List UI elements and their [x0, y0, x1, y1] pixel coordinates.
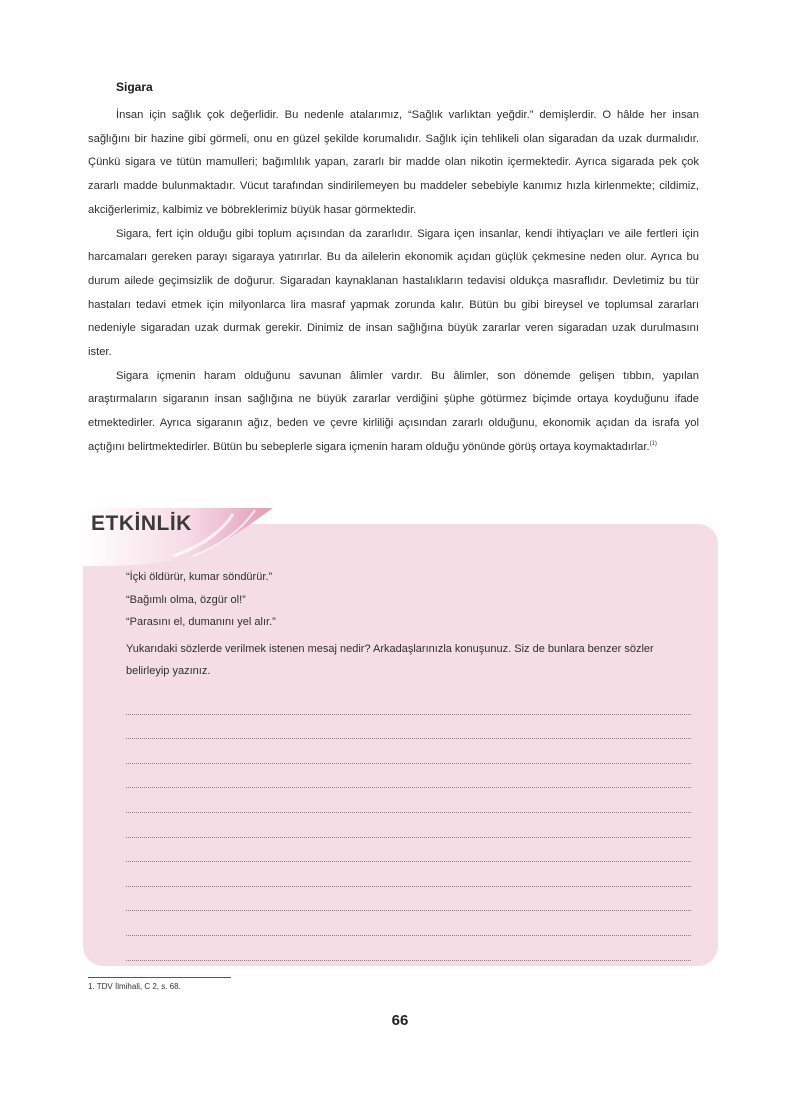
body-text — [88, 104, 699, 460]
footnote-ref: (1) — [649, 440, 657, 447]
writing-line[interactable] — [126, 911, 691, 936]
activity-tab — [83, 508, 273, 566]
writing-line[interactable] — [126, 690, 691, 715]
writing-line[interactable] — [126, 788, 691, 813]
writing-line[interactable] — [126, 887, 691, 912]
writing-line[interactable] — [126, 936, 691, 961]
writing-line[interactable] — [126, 862, 691, 887]
paragraph-3 — [88, 365, 699, 460]
section-title: Sigara — [116, 80, 153, 94]
footnote-divider — [88, 977, 231, 978]
quote-item: “Parasını el, dumanını yel alır.” — [126, 616, 276, 629]
paragraph-2: Sigara, fert için olduğu gibi toplum açısından da zararlıdır. Sigara içen insanlar, kendi ihtiyaçları ve aile fertleri için harcamaları gereken parayı sigaraya yatırırlar. Bu da ailelerin ekonomik açıdan güçlük çekmesine neden olur. Ayrıca bu durum ailede geçimsizlik de doğurur. Sigaradan kaynaklanan hastalıkların tedavisi oldukça masraflıdır. Devletimiz bu tür hastaları tedavi etmek için milyonlarca lira masraf yapmak zorunda kalır. Bütün bu gibi bireysel ve toplumsal zararları nedeniyle sigaradan uzak durmak gerekir. Dinimiz de insan sağlığına büyük zararlar veren sigaradan uzak durulmasını ister. — [88, 227, 699, 359]
writing-line[interactable] — [126, 813, 691, 838]
activity-question: Yukarıdaki sözlerde verilmek istenen mesaj nedir? Arkadaşlarınızla konuşunuz. Siz de bunlara benzer sözler belirleyip yazınız. — [126, 643, 654, 678]
writing-line[interactable] — [126, 739, 691, 764]
quote-item: “İçki öldürür, kumar söndürür.” — [126, 571, 273, 583]
writing-line[interactable] — [126, 838, 691, 863]
paragraph-1: İnsan için sağlık çok değerlidir. Bu nedenle atalarımız, “Sağlık varlıktan yeğdir.” demişlerdir. O hâlde her insan sağlığını bir hazine gibi görmeli, onu en güzel şekilde korumalıdır. Sağlık için tehlikeli olan sigaradan da uzak durmalıdır. Çünkü sigara ve tütün mamulleri; bağımlılık yapan, zararlı bir madde olan nikotin içermektedir. Ayrıca sigarada pek çok zararlı madde bulunmaktadır. Vücut tarafından sindirilemeyen bu maddeler sebebiyle kanımız hızla kirlenmekte; cildimiz, akciğerlerimiz, kalbimiz ve böbreklerimiz büyük hasar görmektedir. — [88, 109, 699, 216]
activity-title: ETKİNLİK — [91, 512, 192, 535]
footnote: 1. TDV İlmihali, C 2, s. 68. — [88, 982, 181, 991]
writing-line[interactable] — [126, 715, 691, 740]
writing-lines — [126, 690, 691, 961]
writing-line[interactable] — [126, 764, 691, 789]
quote-item: “Bağımlı olma, özgür ol!” — [126, 593, 246, 606]
quote-list — [126, 566, 691, 634]
page-number: 66 — [391, 1012, 409, 1029]
activity-box — [83, 508, 718, 966]
paragraph-3-text: Sigara içmenin haram olduğunu savunan âlimler vardır. Bu âlimler, son dönemde gelişen tıbbın, yapılan araştırmaların sigaranın insan sağlığına ne büyük zararlar verdiğini şüphe götürmez biçimde ortaya koyduğunu ifade etmektedirler. Ayrıca sigaranın ağız, beden ve çevre kirliliği açısından zararlı olduğunu, ekonomik açıdan da israfa yol açtığını belirtmektedirler. Bütün bu sebeplerle sigara içmenin haram olduğu yönünde görüş ortaya koymaktadırlar. — [88, 369, 699, 453]
activity-content — [126, 566, 691, 961]
